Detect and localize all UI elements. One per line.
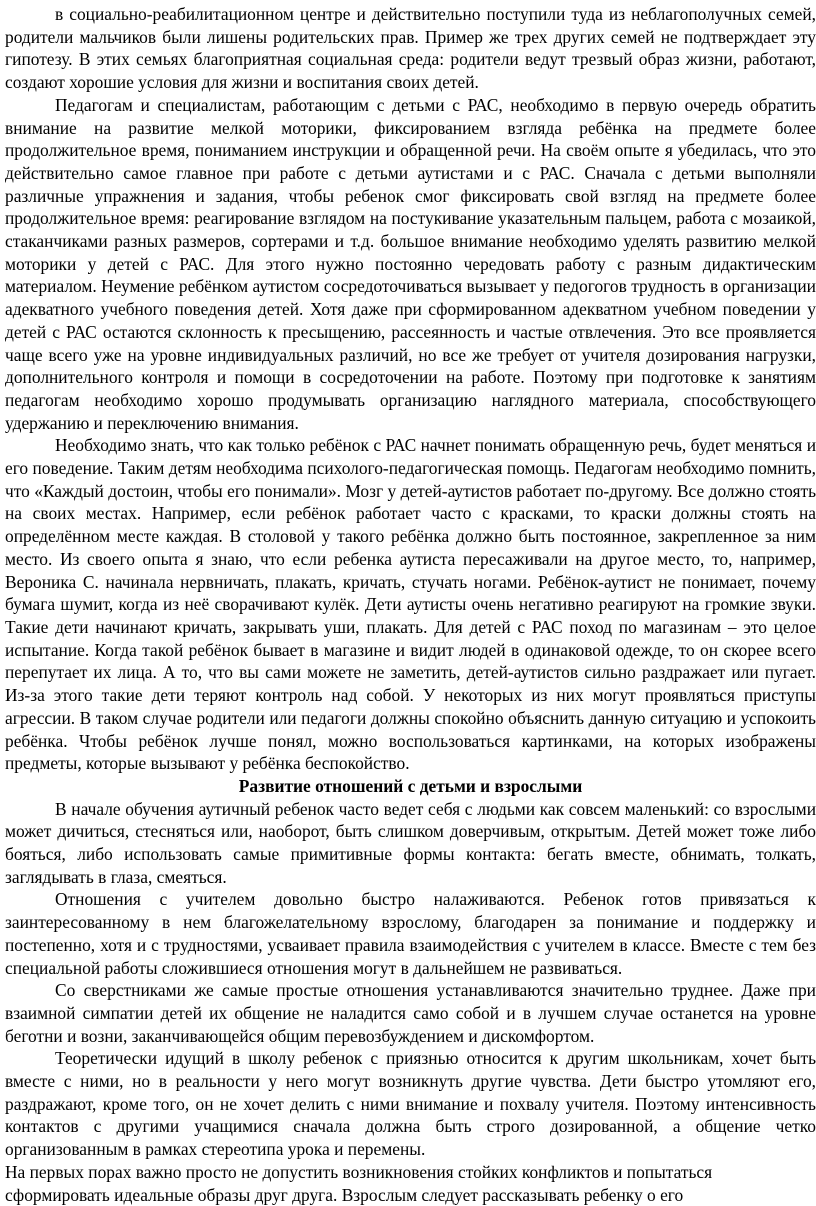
paragraph: В начале обучения аутичный ребенок часто ведет себя с людьми как совсем маленький: со взрослыми может дичиться, стесняться или, наоборот, быть слишком доверчивым, открытым. Детей может тоже либо бояться, либо использовать самые примитивные формы контакта: бегать вместе, обнимать, толкать, заглядывать в глаза, смеяться.	[5, 798, 816, 887]
paragraph: Необходимо знать, что как только ребёнок с РАС начнет понимать обращенную речь, будет меняться и его поведение. Таким детям необходима психолого-педагогическая помощь. Педагогам необходимо помнить, что «Каждый достоин, чтобы его понимали». Мозг у детей-аутистов работает по-другому. Все должно стоять на своих местах. Например, если ребёнок работает часто с красками, то краски должны стоять на определённом месте каждая. В столовой у такого ребёнка должно быть постоянное, закрепленное за ним место. Из своего опыта я знаю, что если ребенка аутиста пересаживали на другое место, то, например, Вероника С. начинала нервничать, плакать, кричать, стучать ногами. Ребёнок-аутист не понимает, почему бумага шумит, когда из неё сворачивают кулёк. Дети аутисты очень негативно реагируют на громкие звуки. Такие дети начинают кричать, закрывать уши, плакать. Для детей с РАС поход по магазинам – это целое испытание. Когда такой ребёнок бывает в магазине и видит людей в одинаковой одежде, то он скорее всего перепутает их лица. А то, что вы сами можете не заметить, детей-аутистов сильно раздражает или пугает. Из-за этого такие дети теряют контроль над собой. У некоторых из них могут проявляться приступы агрессии. В таком случае родители или педагоги должны спокойно объяснить данную ситуацию и успокоить ребёнка. Чтобы ребёнок лучше понял, можно воспользоваться картинками, на которых изображены предметы, которые вызывают у ребёнка беспокойство.	[5, 435, 816, 774]
paragraph: Педагогам и специалистам, работающим с детьми с РАС, необходимо в первую очередь обратить внимание на развитие мелкой моторики, фиксированием взгляда ребёнка на предмете более продолжительное время, пониманием инструкции и обращенной речи. На своём опыте я убедилась, что это действительно самое главное при работе с детьми аутистами и с РАС. Сначала с детьми выполняли различные упражнения и задания, чтобы ребенок смог фиксировать свой взгляд на предмете более продолжительное время: реагирование взглядом на постукивание указательным пальцем, работа с мозаикой, стаканчиками разных размеров, сортерами и т.д. большое внимание необходимо уделять развитию мелкой моторики у детей с РАС. Для этого нужно постоянно чередовать работу с разным дидактическим материалом. Неумение ребёнком аутистом сосредоточиваться вызывает у педогогов трудность в организации адекватного учебного поведения детей. Хотя даже при сформированном адекватном учебном поведении у детей с РАС остаются склонность к пресыщению, рассеянность и частые отвлечения. Это все проявляется чаще всего уже на уровне индивидуальных различий, но все же требует от учителя дозирования нагрузки, дополнительного контроля и помощи в сосредоточении на работе. Поэтому при подготовке к занятиям педагогам необходимо хорошо продумывать организацию наглядного материала, способствующего удержанию и переключению внимания.	[5, 94, 816, 433]
paragraph-final: На первых порах важно просто не допустить возникновения стойких конфликтов и попытаться сформировать идеальные образы друг друга. Взрослым следует рассказывать ребенку о его	[5, 1161, 713, 1205]
paragraph: Со сверстниками же самые простые отношения устанавливаются значительно труднее. Даже при взаимной симпатии детей их общение не наладится само собой и в лучшем случае останется на уровне беготни и возни, заканчивающейся общим перевозбуждением и дискомфортом.	[5, 980, 816, 1046]
paragraph: в социально-реабилитационном центре и действительно поступили туда из неблагополучных семей, родители мальчиков были лишены родительских прав. Пример же трех других семей не подтверждает эту гипотезу. В этих семьях благоприятная социальная среда: родители ведут трезвый образ жизни, работают, создают хорошие условия для жизни и воспитания своих детей.	[5, 4, 816, 93]
section-heading: Развитие отношений с детьми и взрослыми	[238, 775, 583, 796]
paragraph: Отношения с учителем довольно быстро налаживаются. Ребенок готов привязаться к заинтересованному в нем благожелательному взрослому, благодарен за понимание и поддержку и постепенно, хотя и с трудностями, усваивает правила взаимодействия с учителем в классе. Вместе с тем без специальной работы сложившиеся отношения могут в дальнейшем не развиваться.	[5, 889, 816, 978]
paragraph: Теоретически идущий в школу ребенок с приязнью относится к другим школьникам, хочет быть вместе с ними, но в реальности у него могут возникнуть другие чувства. Дети быстро утомляют его, раздражают, кроме того, он не хочет делить с ними внимание и похвалу учителя. Поэтому интенсивность контактов с другими учащимися сначала должна быть строго дозированной, а общение четко организованным в рамках стереотипа урока и перемены.	[5, 1048, 816, 1160]
